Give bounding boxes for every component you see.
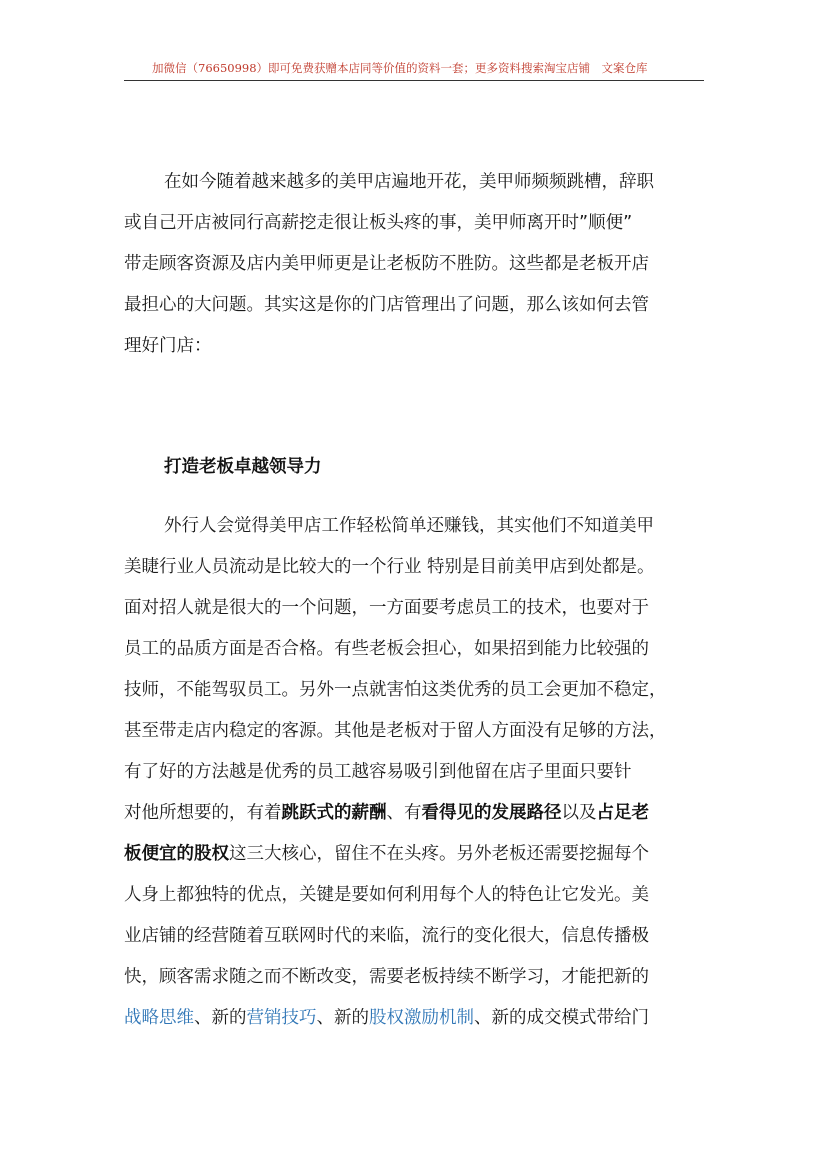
text-run: 对他所想要的，有着 (124, 803, 282, 823)
intro-line: 理好门店： (124, 336, 212, 356)
body-line-links (124, 1006, 649, 1030)
body-line: 面对招人就是很大的一个问题，一方面要考虑员工的技术，也要对于 (124, 598, 649, 618)
body-line: 快，顾客需求随之而不断改变，需要老板持续不断学习，才能把新的 (124, 967, 649, 987)
body-line: 员工的品质方面是否合格。有些老板会担心，如果招到能力比较强的 (124, 639, 649, 659)
text-run: 、新的 (194, 1008, 247, 1028)
intro-line: 或自己开店被同行高薪挖走很让板头疼的事，美甲师离开时”顺便” (124, 213, 633, 233)
body-line: 业店铺的经营随着互联网时代的来临，流行的变化很大，信息传播极 (124, 926, 649, 946)
emphasis-salary: 跳跃式的薪酬 (281, 803, 387, 823)
body-line: 美睫行业人员流动是比较大的一个行业 特别是目前美甲店到处都是。 (124, 557, 655, 577)
body-line: 人身上都独特的优点，关键是要如何利用每个人的特色让它发光。美 (124, 885, 649, 905)
emphasis-equity-cont: 板便宜的股权 (124, 844, 229, 864)
header-text: 加微信（76650998）即可免费获赠本店同等价值的资料一套；更多资料搜索淘宝店铺 文案仓库 (152, 61, 648, 75)
link-strategy-thinking[interactable]: 战略思维 (124, 1008, 194, 1028)
body-line: 外行人会觉得美甲店工作轻松简单还赚钱，其实他们不知道美甲 (164, 516, 654, 536)
intro-line: 带走顾客资源及店内美甲师更是让老板防不胜防。这些都是老板开店 (124, 254, 649, 274)
page-header (124, 55, 704, 81)
body-line: 有了好的方法越是优秀的员工越容易吸引到他留在店子里面只要针 (124, 762, 632, 782)
body-line: 甚至带走店内稳定的客源。其他是老板对于留人方面没有足够的方法， (124, 721, 667, 741)
text-run: 、新的 (316, 1008, 369, 1028)
intro-line: 在如今随着越来越多的美甲店遍地开花，美甲师频频跳槽，辞职 (164, 172, 654, 192)
body-line-emphasis (124, 801, 649, 825)
text-run: 这三大核心，留住不在头疼。另外老板还需要挖掘每个 (229, 844, 649, 864)
text-run: 、新的成交模式带给门 (474, 1008, 649, 1028)
text-run: 以及 (561, 803, 597, 823)
emphasis-equity: 占足老 (596, 803, 649, 823)
link-equity-incentive[interactable]: 股权激励机制 (369, 1008, 474, 1028)
body-line: 技师，不能驾驭员工。另外一点就害怕这类优秀的员工会更加不稳定， (124, 680, 667, 700)
link-marketing-skills[interactable]: 营销技巧 (246, 1008, 317, 1028)
body-line-emphasis (124, 842, 649, 866)
emphasis-career-path: 看得见的发展路径 (421, 803, 562, 823)
text-run: 、有 (386, 803, 422, 823)
section-heading: 打造老板卓越领导力 (164, 457, 322, 477)
intro-line: 最担心的大问题。其实这是你的门店管理出了问题，那么该如何去管 (124, 295, 649, 315)
